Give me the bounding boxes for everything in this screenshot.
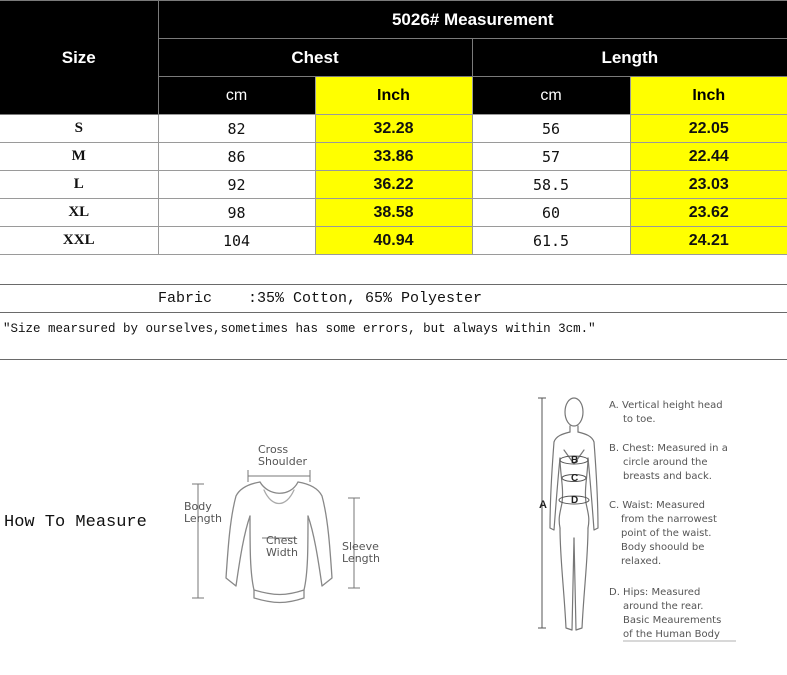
- chest-cm-cell: 86: [158, 143, 315, 171]
- size-cell: M: [0, 143, 158, 171]
- chest-width-label: Width: [266, 546, 298, 559]
- table-row: [0, 199, 787, 227]
- chest-inch-header: Inch: [315, 77, 472, 115]
- chest-cm-cell: 82: [158, 115, 315, 143]
- chest-cm-cell: 98: [158, 199, 315, 227]
- body-length-label: Body: [184, 500, 212, 513]
- length-inch-cell: 23.03: [630, 171, 787, 199]
- length-cm-cell: 60: [472, 199, 630, 227]
- note-c: from the narrowest: [621, 514, 717, 525]
- letter-c: C: [571, 473, 579, 484]
- note-b: breasts and back.: [623, 471, 712, 482]
- note-b: circle around the: [623, 457, 708, 468]
- table-row: [0, 143, 787, 171]
- length-cm-cell: 56: [472, 115, 630, 143]
- length-header: Length: [472, 39, 787, 77]
- chest-width-label: Chest: [266, 534, 298, 547]
- letter-b: B: [571, 455, 579, 466]
- note-d: Basic Meaurements: [623, 615, 722, 626]
- note-a: A. Vertical height head: [609, 400, 723, 411]
- size-cell: XL: [0, 199, 158, 227]
- cross-shoulder-label: Cross: [258, 443, 289, 456]
- divider: [0, 359, 787, 360]
- note-a: to toe.: [623, 414, 656, 425]
- chest-inch-cell: 36.22: [315, 171, 472, 199]
- letter-d: D: [571, 495, 579, 506]
- chest-cm-cell: 104: [158, 227, 315, 255]
- note-c: C. Waist: Measured: [609, 500, 706, 511]
- size-cell: XXL: [0, 227, 158, 255]
- note-c: Body shoould be: [621, 542, 705, 553]
- chest-inch-cell: 32.28: [315, 115, 472, 143]
- chest-inch-cell: 40.94: [315, 227, 472, 255]
- cross-shoulder-label: Shoulder: [258, 455, 307, 468]
- letter-a: A: [539, 499, 547, 511]
- length-cm-cell: 57: [472, 143, 630, 171]
- note-d: around the rear.: [623, 601, 704, 612]
- table-title: 5026# Measurement: [158, 1, 787, 39]
- table-row: [0, 171, 787, 199]
- length-inch-header: Inch: [630, 77, 787, 115]
- note-c: relaxed.: [621, 556, 662, 567]
- body-measure-diagram: [530, 388, 780, 648]
- divider: [0, 284, 787, 285]
- note-b: B. Chest: Measured in a: [609, 443, 728, 454]
- sweater-measure-diagram: [178, 438, 398, 623]
- chest-cm-cell: 92: [158, 171, 315, 199]
- length-cm-cell: 58.5: [472, 171, 630, 199]
- sleeve-length-label: Length: [342, 552, 380, 565]
- length-inch-cell: 22.44: [630, 143, 787, 171]
- length-inch-cell: 22.05: [630, 115, 787, 143]
- chest-inch-cell: 33.86: [315, 143, 472, 171]
- fabric-composition: Fabric :35% Cotton, 65% Polyester: [158, 290, 483, 307]
- chest-inch-cell: 38.58: [315, 199, 472, 227]
- divider: [0, 312, 787, 313]
- table-row: [0, 227, 787, 255]
- how-to-measure-title: How To Measure: [4, 513, 147, 532]
- size-cell: S: [0, 115, 158, 143]
- chest-header: Chest: [158, 39, 472, 77]
- measurement-note: "Size mearsured by ourselves,sometimes has some errors, but always within 3cm.": [3, 322, 596, 336]
- chest-cm-header: cm: [158, 77, 315, 115]
- size-cell: L: [0, 171, 158, 199]
- length-inch-cell: 23.62: [630, 199, 787, 227]
- length-cm-header: cm: [472, 77, 630, 115]
- size-header: Size: [0, 1, 158, 115]
- table-row: [0, 115, 787, 143]
- note-c: point of the waist.: [621, 528, 712, 539]
- body-length-label: Length: [184, 512, 222, 525]
- length-cm-cell: 61.5: [472, 227, 630, 255]
- size-chart-table: [0, 0, 787, 255]
- sleeve-length-label: Sleeve: [342, 540, 379, 553]
- length-inch-cell: 24.21: [630, 227, 787, 255]
- note-d: D. Hips: Measured: [609, 587, 701, 598]
- note-d: of the Human Body: [623, 629, 720, 640]
